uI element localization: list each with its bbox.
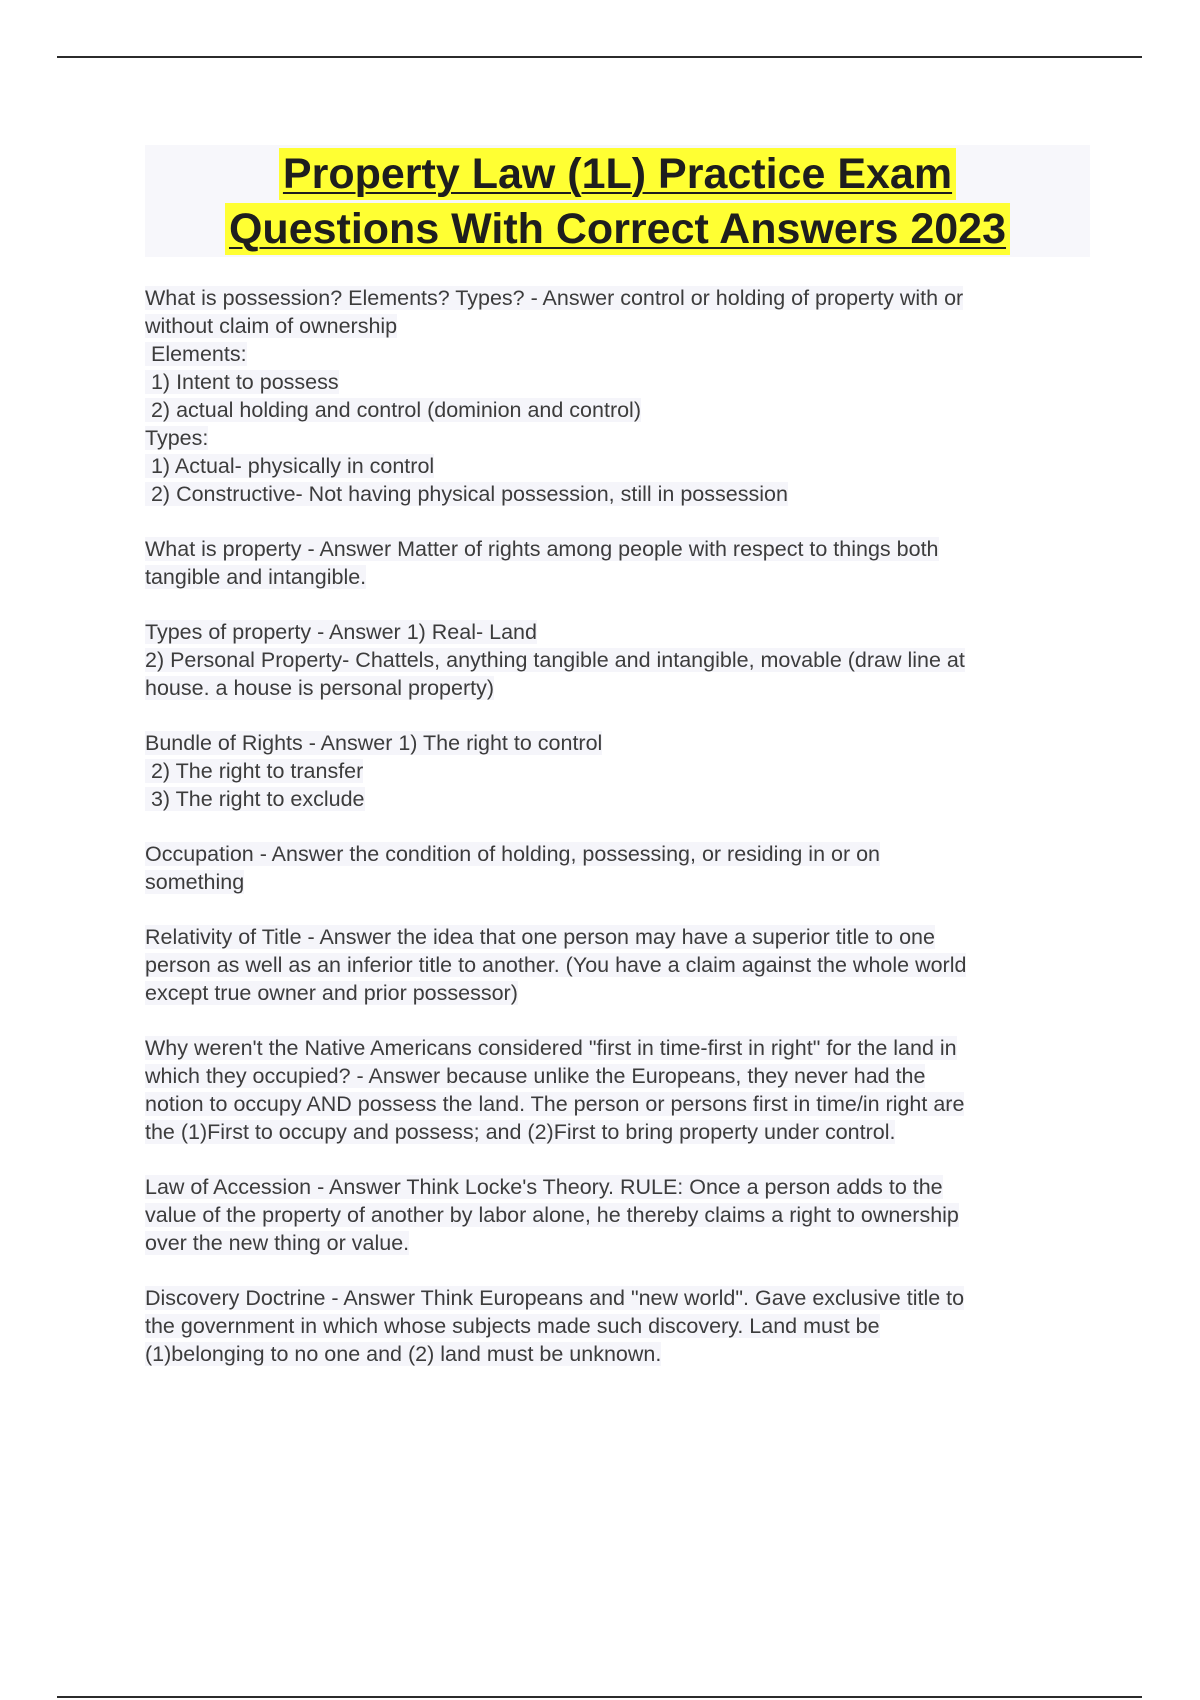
header-rule <box>57 56 1142 58</box>
qa-line <box>145 284 1090 312</box>
qa-text: tangible and intangible. <box>145 565 367 589</box>
qa-line <box>145 1284 1090 1312</box>
footer-rule <box>57 1696 1142 1698</box>
qa-text: Discovery Doctrine - Answer Think Europeans and "new world". Gave exclusive title to <box>145 1286 965 1310</box>
qa-line <box>145 340 1090 368</box>
qa-line <box>145 480 1090 508</box>
qa-line <box>145 951 1090 979</box>
qa-entry-types-of-property <box>145 618 1090 702</box>
qa-text: Elements: <box>145 342 247 366</box>
qa-text: 2) Constructive- Not having physical possession, still in possession <box>145 482 788 506</box>
qa-line <box>145 757 1090 785</box>
qa-line <box>145 1229 1090 1257</box>
qa-text: Types: <box>145 426 209 450</box>
qa-line <box>145 424 1090 452</box>
qa-entry-discovery-doctrine <box>145 1284 1090 1368</box>
qa-line <box>145 563 1090 591</box>
qa-line <box>145 785 1090 813</box>
qa-line <box>145 1062 1090 1090</box>
qa-text: 3) The right to exclude <box>145 787 365 811</box>
qa-text: (1)belonging to no one and (2) land must be unknown. <box>145 1342 662 1366</box>
qa-entry-relativity-of-title <box>145 923 1090 1007</box>
qa-line <box>145 646 1090 674</box>
page-title-line-2: Questions With Correct Answers 2023 <box>225 203 1010 255</box>
qa-text: person as well as an inferior title to another. (You have a claim against the whole world <box>145 953 967 977</box>
qa-line <box>145 1090 1090 1118</box>
qa-text: except true owner and prior possessor) <box>145 981 518 1005</box>
qa-text: Bundle of Rights - Answer 1) The right to control <box>145 731 603 755</box>
qa-entry-native-americans <box>145 1034 1090 1146</box>
qa-list <box>145 284 1090 1395</box>
qa-line <box>145 840 1090 868</box>
qa-entry-possession <box>145 284 1090 508</box>
qa-line <box>145 868 1090 896</box>
qa-text: 2) The right to transfer <box>145 759 364 783</box>
qa-line <box>145 1173 1090 1201</box>
qa-text: What is property - Answer Matter of rights among people with respect to things both <box>145 537 939 561</box>
qa-text: Law of Accession - Answer Think Locke's Theory. RULE: Once a person adds to the <box>145 1175 943 1199</box>
qa-line <box>145 1201 1090 1229</box>
page-title-line-1: Property Law (1L) Practice Exam <box>279 148 956 200</box>
qa-text: notion to occupy AND possess the land. The person or persons first in time/in right are <box>145 1092 965 1116</box>
qa-entry-occupation <box>145 840 1090 896</box>
qa-line <box>145 1034 1090 1062</box>
title-block <box>145 145 1090 257</box>
qa-text: something <box>145 870 245 894</box>
qa-line <box>145 535 1090 563</box>
qa-text: 1) Actual- physically in control <box>145 454 435 478</box>
qa-line <box>145 452 1090 480</box>
qa-line <box>145 979 1090 1007</box>
qa-line <box>145 396 1090 424</box>
qa-line <box>145 1118 1090 1146</box>
qa-line <box>145 729 1090 757</box>
qa-entry-law-of-accession <box>145 1173 1090 1257</box>
qa-text: 2) Personal Property- Chattels, anything tangible and intangible, movable (draw line at <box>145 648 965 672</box>
qa-text: without claim of ownership <box>145 314 398 338</box>
qa-line <box>145 923 1090 951</box>
qa-line <box>145 1340 1090 1368</box>
qa-text: the (1)First to occupy and possess; and (2)First to bring property under control. <box>145 1120 896 1144</box>
qa-text: Types of property - Answer 1) Real- Land <box>145 620 537 644</box>
qa-text: house. a house is personal property) <box>145 676 494 700</box>
qa-text: the government in which whose subjects made such discovery. Land must be <box>145 1314 880 1338</box>
qa-text: Occupation - Answer the condition of holding, possessing, or residing in or on <box>145 842 881 866</box>
qa-text: over the new thing or value. <box>145 1231 410 1255</box>
qa-text: Why weren't the Native Americans considered "first in time-first in right" for the land in <box>145 1036 957 1060</box>
qa-text: Relativity of Title - Answer the idea that one person may have a superior title to one <box>145 925 935 949</box>
qa-entry-property <box>145 535 1090 591</box>
qa-line <box>145 368 1090 396</box>
qa-text: What is possession? Elements? Types? - Answer control or holding of property with or <box>145 286 964 310</box>
qa-line <box>145 312 1090 340</box>
qa-line <box>145 618 1090 646</box>
qa-line <box>145 674 1090 702</box>
qa-line <box>145 1312 1090 1340</box>
qa-text: which they occupied? - Answer because unlike the Europeans, they never had the <box>145 1064 926 1088</box>
qa-entry-bundle-of-rights <box>145 729 1090 813</box>
qa-text: 1) Intent to possess <box>145 370 339 394</box>
qa-text: value of the property of another by labor alone, he thereby claims a right to ownership <box>145 1203 959 1227</box>
qa-text: 2) actual holding and control (dominion and control) <box>145 398 641 422</box>
